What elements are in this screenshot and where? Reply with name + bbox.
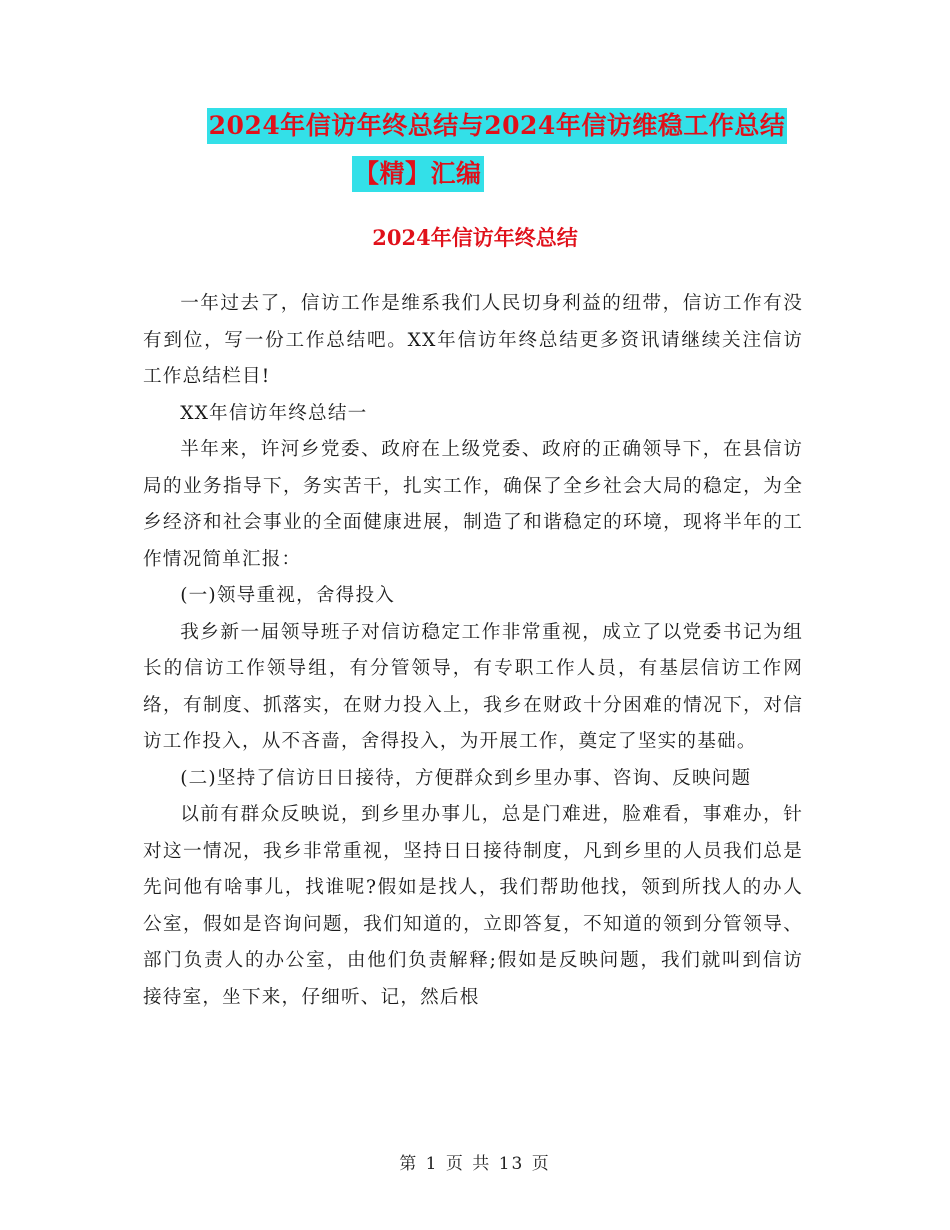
paragraph-reception: 以前有群众反映说，到乡里办事儿，总是门难进，脸难看，事难办，针对这一情况，我乡非常重视，坚持日日接待制度，凡到乡里的人员我们总是先问他有啥事儿，找谁呢?假如是找人，我们帮助他找，领到所找人的办人公室，假如是咨询问题，我们知道的，立即答复，不知道的领到分管领导、部门负责人的办公室，由他们负责解释;假如是反映问题，我们就叫到信访接待室，坐下来，仔细听、记，然后根 — [143, 804, 803, 1008]
paragraph-summary: 半年来，许河乡党委、政府在上级党委、政府的正确领导下，在县信访局的业务指导下，务实苦干，扎实工作，确保了全乡社会大局的稳定，为全乡经济和社会事业的全面健康进展，制造了和谐稳定的环境，现将半年的工作情况简单汇报： — [143, 439, 803, 570]
document-body — [143, 286, 803, 1016]
section-title: 2024年信访年终总结 — [372, 225, 578, 250]
paragraph-subheading-1: (一)领导重视，舍得投入 — [180, 585, 396, 606]
document-title — [0, 108, 950, 188]
page-footer: 第 1 页 共 13 页 — [399, 1154, 551, 1174]
title-line-1: 2024年信访年终总结与2024年信访维稳工作总结 — [207, 108, 788, 144]
paragraph-leadership: 我乡新一届领导班子对信访稳定工作非常重视，成立了以党委书记为组长的信访工作领导组，有分管领导，有专职工作人员，有基层信访工作网络，有制度、抓落实，在财力投入上，我乡在财政十分困难的情况下，对信访工作投入，从不吝啬，舍得投入，为开展工作，奠定了坚实的基础。 — [143, 621, 803, 752]
title-line-2: 【精】汇编 — [352, 156, 484, 192]
paragraph-heading: XX年信访年终总结一 — [180, 402, 368, 424]
paragraph-intro: 一年过去了，信访工作是维系我们人民切身利益的纽带，信访工作有没有到位，写一份工作总结吧。XX年信访年终总结更多资讯请继续关注信访工作总结栏目! — [143, 293, 803, 387]
paragraph-subheading-2: (二)坚持了信访日日接待，方便群众到乡里办事、咨询、反映问题 — [180, 767, 752, 789]
